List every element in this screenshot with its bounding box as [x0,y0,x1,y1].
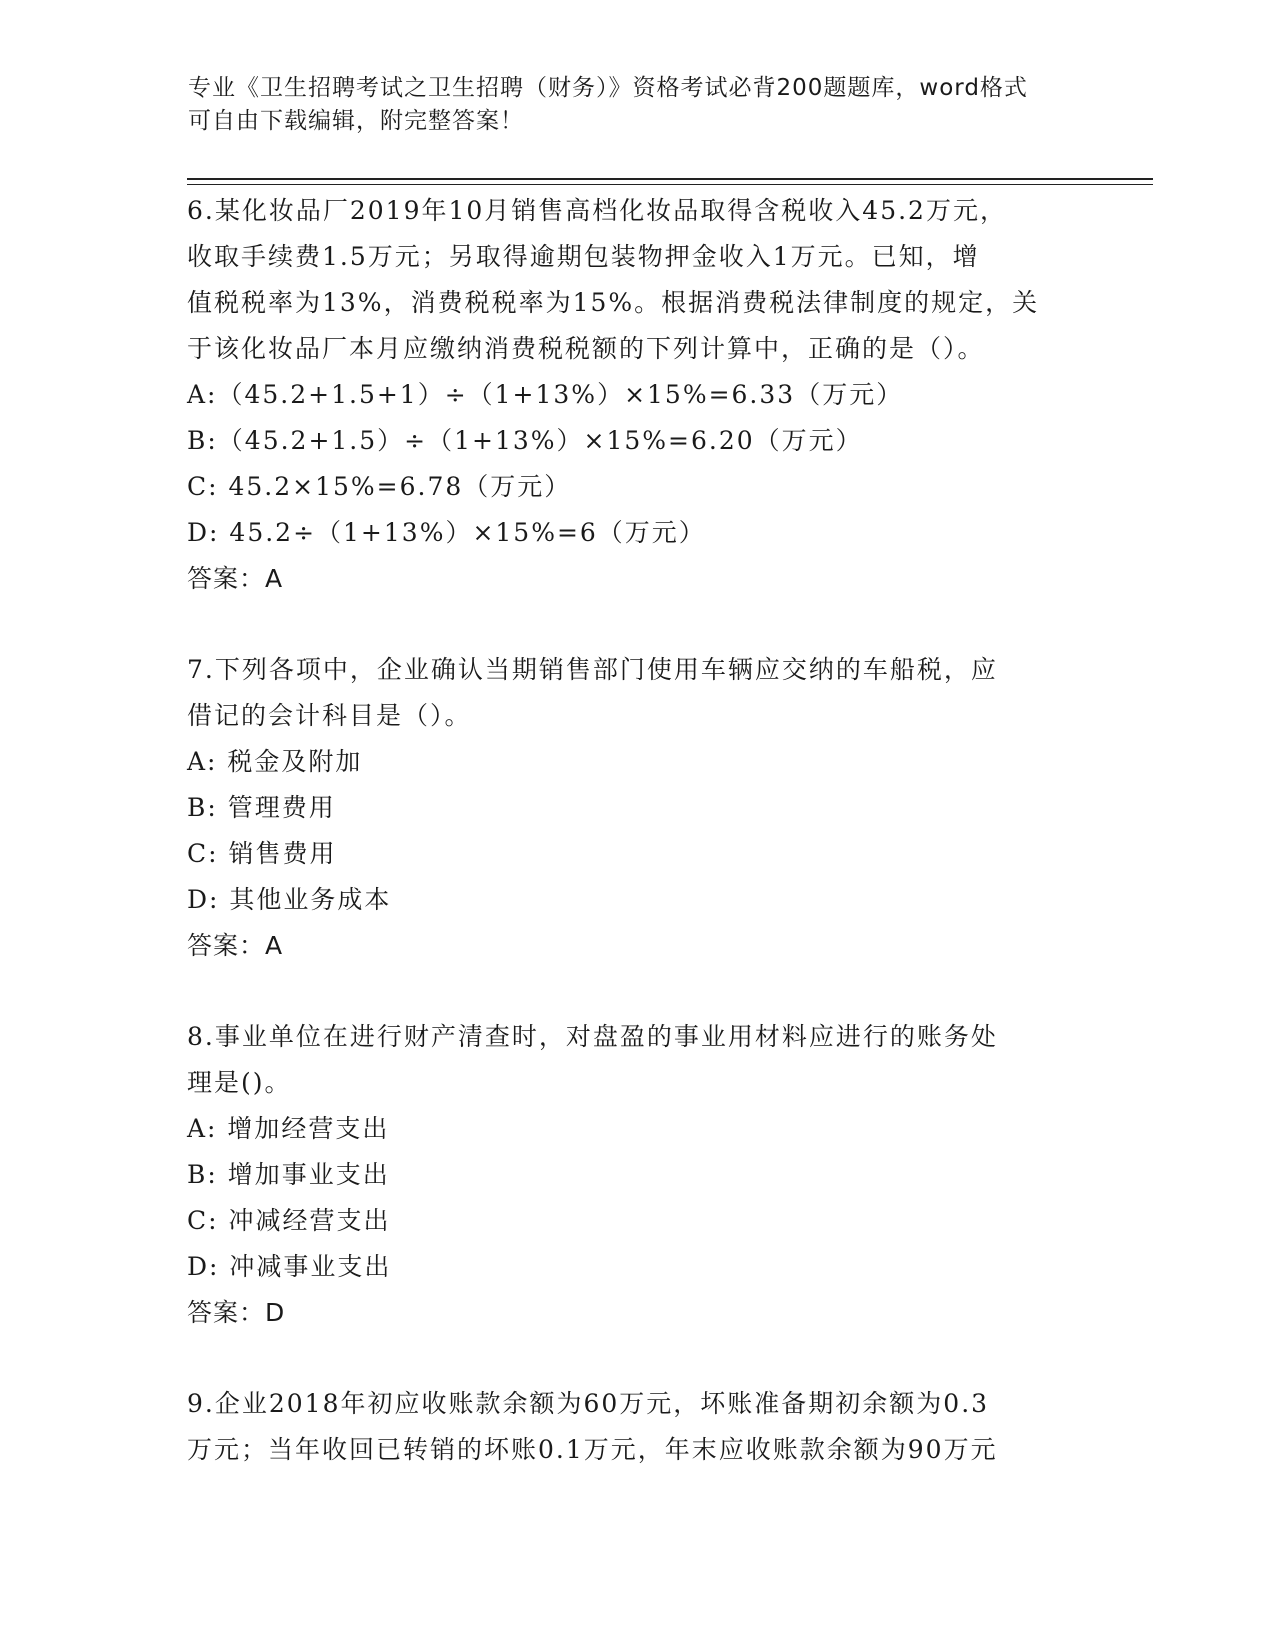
option-b: B: 增加事业支出 [187,1160,390,1189]
option-c: C: 销售费用 [187,839,337,868]
question-stem-line: 9.企业2018年初应收账款余额为60万元，坏账准备期初余额为0.3 [187,1389,990,1418]
question-spacer [187,1336,1087,1381]
question-stem-line: 7.下列各项中，企业确认当期销售部门使用车辆应交纳的车船税，应 [187,655,998,684]
question-stem-line: 万元；当年收回已转销的坏账0.1万元，年末应收账款余额为90万元 [187,1435,998,1464]
option-a: A:（45.2+1.5+1）÷（1+13%）×15%=6.33（万元） [187,380,904,409]
question-stem-line: 8.事业单位在进行财产清查时，对盘盈的事业用材料应进行的账务处 [187,1022,998,1051]
header-divider-thin [187,184,1153,185]
question-stem-line: 于该化妆品厂本月应缴纳消费税税额的下列计算中，正确的是（）。 [187,334,985,363]
question-6 [187,188,1087,602]
document-header [188,72,1068,138]
option-d: D: 冲减事业支出 [187,1252,392,1281]
question-list [187,188,1087,1473]
question-stem-line: 6.某化妆品厂2019年10月销售高档化妆品取得含税收入45.2万元， [187,196,1007,225]
question-stem-line: 借记的会计科目是（）。 [187,701,472,730]
question-spacer [187,602,1087,647]
option-c: C: 45.2×15%=6.78（万元） [187,472,572,501]
option-d: D: 45.2÷（1+13%）×15%=6（万元） [187,518,706,547]
answer-line: 答案：A [187,931,284,960]
option-c: C: 冲减经营支出 [187,1206,391,1235]
question-spacer [187,969,1087,1014]
option-b: B: 管理费用 [187,793,336,822]
question-stem-line: 收取手续费1.5万元；另取得逾期包装物押金收入1万元。已知，增 [187,242,980,271]
header-line: 专业《卫生招聘考试之卫生招聘（财务）》资格考试必背200题题库，word格式 [188,75,1028,101]
answer-line: 答案：D [187,1298,286,1327]
question-7 [187,647,1087,969]
option-b: B:（45.2+1.5）÷（1+13%）×15%=6.20（万元） [187,426,863,455]
header-divider [187,178,1153,180]
option-a: A: 增加经营支出 [187,1114,390,1143]
option-d: D: 其他业务成本 [187,885,392,914]
option-a: A: 税金及附加 [187,747,363,776]
question-stem-line: 值税税率为13%，消费税税率为15%。根据消费税法律制度的规定，关 [187,288,1040,317]
question-stem-line: 理是()。 [187,1068,292,1097]
question-8 [187,1014,1087,1336]
question-9 [187,1381,1087,1473]
header-line: 可自由下载编辑，附完整答案！ [188,108,524,134]
answer-line: 答案：A [187,564,284,593]
